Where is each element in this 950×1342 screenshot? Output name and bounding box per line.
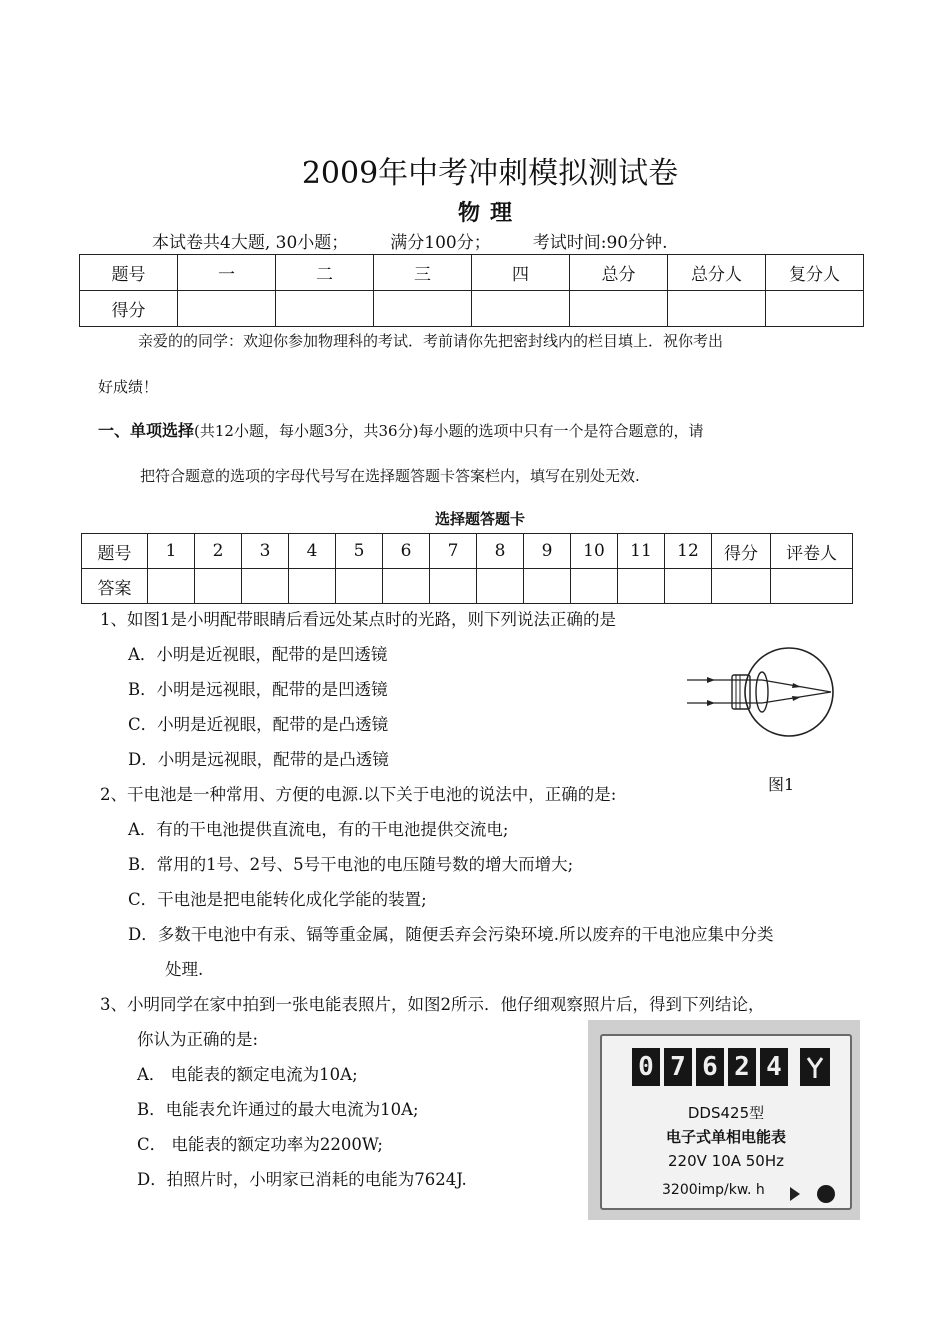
- answer-input-cell[interactable]: [336, 569, 383, 604]
- meter-dial-icon: [800, 1048, 830, 1086]
- subject-name: 物理: [457, 201, 522, 226]
- card-header-cell: 5: [336, 534, 383, 569]
- exam-info: [152, 228, 667, 253]
- greeting-line-1: 亲爱的的同学：欢迎你参加物理科的考试．考前请你先把密封线内的栏目填上．祝你考出: [138, 332, 724, 350]
- question-1-option-a: A．小明是近视眼，配带的是凹透镜: [128, 645, 388, 664]
- score-input-cell[interactable]: [570, 291, 668, 327]
- section-1-heading: [98, 418, 703, 441]
- question-2-option-c: C．干电池是把电能转化成化学能的装置;: [128, 890, 427, 909]
- meter-digit: 4: [760, 1048, 788, 1086]
- meter-digit: 0: [632, 1048, 660, 1086]
- question-3-stem: 3、小明同学在家中拍到一张电能表照片，如图2所示．他仔细观察照片后，得到下列结论，: [100, 995, 765, 1014]
- card-row-label: 答案: [82, 569, 148, 604]
- score-input-cell[interactable]: [374, 291, 472, 327]
- card-header-cell: 题号: [82, 534, 148, 569]
- card-header-cell: 6: [383, 534, 430, 569]
- section-1-label: 一、单项选择: [98, 421, 195, 440]
- meter-name: 电子式单相电能表: [665, 1128, 786, 1146]
- card-header-cell: 3: [242, 534, 289, 569]
- meter-constant: 3200imp/kw. h: [662, 1182, 765, 1198]
- answer-input-cell[interactable]: [771, 569, 853, 604]
- score-header-cell: 四: [472, 255, 570, 291]
- card-header-cell: 11: [618, 534, 665, 569]
- score-table-score-row: [80, 291, 864, 327]
- score-input-cell[interactable]: [178, 291, 276, 327]
- answer-input-cell[interactable]: [242, 569, 289, 604]
- score-header-cell: 复分人: [766, 255, 864, 291]
- meter-panel: [600, 1034, 852, 1210]
- question-1-option-c: C．小明是近视眼，配带的是凸透镜: [128, 715, 389, 734]
- question-2-stem: 2、干电池是一种常用、方便的电源.以下关于电池的说法中，正确的是:: [100, 785, 617, 804]
- meter-rating: 220V 10A 50Hz: [667, 1152, 784, 1170]
- card-header-cell: 评卷人: [771, 534, 853, 569]
- card-header-cell: 4: [289, 534, 336, 569]
- question-2-option-d-cont: 处理.: [165, 960, 204, 979]
- card-header-cell: 1: [148, 534, 195, 569]
- answer-card-table: [81, 533, 853, 604]
- score-header-cell: 二: [276, 255, 374, 291]
- meter-model: DDS425型: [687, 1104, 765, 1122]
- meter-digit: 2: [728, 1048, 756, 1086]
- card-header-cell: 2: [195, 534, 242, 569]
- score-table: [79, 254, 864, 327]
- answer-input-cell[interactable]: [289, 569, 336, 604]
- card-header-cell: 12: [665, 534, 712, 569]
- card-header-cell: 10: [571, 534, 618, 569]
- pulse-indicator-icon: [788, 1184, 840, 1204]
- meter-counter: [632, 1048, 830, 1086]
- score-input-cell[interactable]: [766, 291, 864, 327]
- question-3-option-c: C． 电能表的额定功率为2200W;: [137, 1135, 383, 1154]
- answer-input-cell[interactable]: [195, 569, 242, 604]
- answer-input-cell[interactable]: [571, 569, 618, 604]
- score-input-cell[interactable]: [472, 291, 570, 327]
- figure-1-caption: 图1: [768, 775, 795, 794]
- score-table-header-row: [80, 255, 864, 291]
- question-3-option-b: B．电能表允许通过的最大电流为10A;: [137, 1100, 419, 1119]
- score-header-cell: 总分: [570, 255, 668, 291]
- section-1-desc: (共12小题，每小题3分，共36分)每小题的选项中只有一个是符合题意的，请: [194, 422, 704, 440]
- answer-input-cell[interactable]: [524, 569, 571, 604]
- answer-card-title: 选择题答题卡: [434, 510, 525, 528]
- answer-input-cell[interactable]: [148, 569, 195, 604]
- card-header-cell: 8: [477, 534, 524, 569]
- answer-input-cell[interactable]: [712, 569, 771, 604]
- meter-digit: 7: [664, 1048, 692, 1086]
- question-2-option-a: A．有的干电池提供直流电，有的干电池提供交流电;: [128, 820, 509, 839]
- electricity-meter-photo: [588, 1020, 860, 1220]
- exam-title: 2009年中考冲刺模拟测试卷: [301, 156, 679, 191]
- info-time: 考试时间:90分钟.: [532, 233, 668, 253]
- question-2-option-d: D．多数干电池中有汞、镉等重金属，随便丢弃会污染环境.所以废弃的干电池应集中分类: [128, 925, 774, 944]
- card-header-cell: 9: [524, 534, 571, 569]
- question-1-option-b: B．小明是远视眼，配带的是凹透镜: [128, 680, 388, 699]
- info-questions: 本试卷共4大题, 30小题；: [152, 233, 349, 253]
- eye-lens-diagram: [685, 636, 835, 751]
- score-input-cell[interactable]: [668, 291, 766, 327]
- question-3-option-d: D．拍照片时，小明家已消耗的电能为7624J.: [137, 1170, 467, 1189]
- answer-input-cell[interactable]: [477, 569, 524, 604]
- score-row-label: 得分: [80, 291, 178, 327]
- score-header-cell: 题号: [80, 255, 178, 291]
- answer-input-cell[interactable]: [383, 569, 430, 604]
- question-3-option-a: A． 电能表的额定电流为10A;: [137, 1065, 358, 1084]
- score-input-cell[interactable]: [276, 291, 374, 327]
- score-header-cell: 一: [178, 255, 276, 291]
- card-header-cell: 7: [430, 534, 477, 569]
- score-header-cell: 总分人: [668, 255, 766, 291]
- greeting-line-2: 好成绩！: [98, 378, 159, 396]
- answer-card-answer-row: [82, 569, 853, 604]
- question-3-stem-cont: 你认为正确的是:: [137, 1030, 259, 1049]
- score-header-cell: 三: [374, 255, 472, 291]
- section-1-desc-cont: 把符合题意的选项的字母代号写在选择题答题卡答案栏内，填写在别处无效.: [140, 467, 640, 485]
- answer-input-cell[interactable]: [430, 569, 477, 604]
- info-full-score: 满分100分；: [390, 233, 491, 253]
- question-2-option-b: B．常用的1号、2号、5号干电池的电压随号数的增大而增大;: [128, 855, 574, 874]
- card-header-cell: 得分: [712, 534, 771, 569]
- question-1-stem: 1、如图1是小明配带眼睛后看远处某点时的光路，则下列说法正确的是: [100, 610, 616, 629]
- answer-input-cell[interactable]: [665, 569, 712, 604]
- answer-card-header-row: [82, 534, 853, 569]
- answer-input-cell[interactable]: [618, 569, 665, 604]
- question-1-option-d: D．小明是远视眼，配带的是凸透镜: [128, 750, 389, 769]
- meter-digit: 6: [696, 1048, 724, 1086]
